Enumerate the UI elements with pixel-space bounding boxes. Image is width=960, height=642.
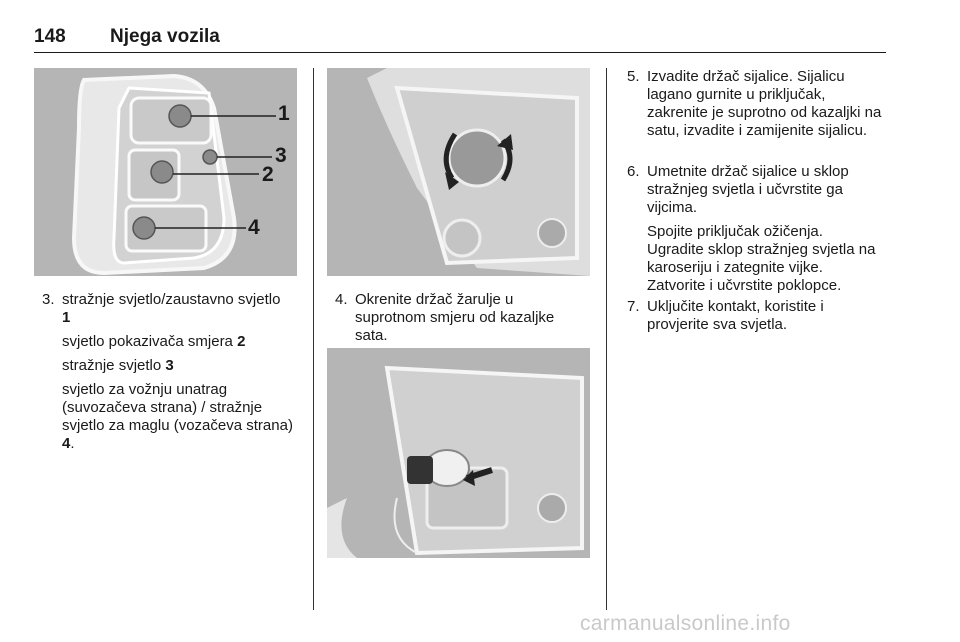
watermark: carmanualsonline.info: [580, 612, 791, 635]
step-number: 4.: [335, 291, 348, 308]
remove-holder-figure: [327, 348, 590, 558]
step-number: 7.: [627, 298, 640, 315]
section-title: Njega vozila: [110, 26, 220, 47]
step-6-text: Umetnite držač sijalice u sklop stražnjeg svjetla i učvrstite ga vijcima.: [647, 163, 849, 216]
step-number: 6.: [627, 163, 640, 180]
tail-light-figure: [34, 68, 297, 276]
step-3-line-1: stražnje svjetlo/zaustavno svjetlo 1: [62, 291, 281, 326]
step-7-text: Uključite kontakt, koristite i provjerite sva svjetla.: [647, 298, 824, 333]
callout-1: 1: [278, 102, 290, 125]
page-header: [34, 22, 886, 53]
page-number: 148: [34, 26, 66, 47]
step-3-line-4: svjetlo za vožnju unatrag (suvozačeva strana) / stražnje svjetlo za maglu (vozačeva strana) 4.: [62, 381, 293, 452]
column-divider: [606, 68, 607, 610]
step-number: 3.: [42, 291, 55, 308]
callout-4: 4: [248, 216, 260, 239]
rotate-holder-figure: [327, 68, 590, 276]
step-4-text: Okrenite držač žarulje u suprotnom smjeru od kazaljke sata.: [355, 291, 555, 344]
step-3-line-2: svjetlo pokazivača smjera 2: [62, 333, 246, 350]
column-divider: [313, 68, 314, 610]
callout-3: 3: [275, 144, 287, 167]
callout-2: 2: [262, 163, 274, 186]
step-number: 5.: [627, 68, 640, 85]
step-5-text: Izvadite držač sijalice. Sijalicu lagano gurnite u priključak, zakrenite je suprotno od kazaljki na satu, izvadite i zamijenite sijalicu.: [647, 68, 882, 139]
step-3-line-3: stražnje svjetlo 3: [62, 357, 174, 374]
step-6-text-2: Spojite priključak ožičenja. Ugradite sklop stražnjeg svjetla na karoseriju i zategnite vijke. Zatvorite i učvrstite poklopce.: [647, 223, 876, 294]
